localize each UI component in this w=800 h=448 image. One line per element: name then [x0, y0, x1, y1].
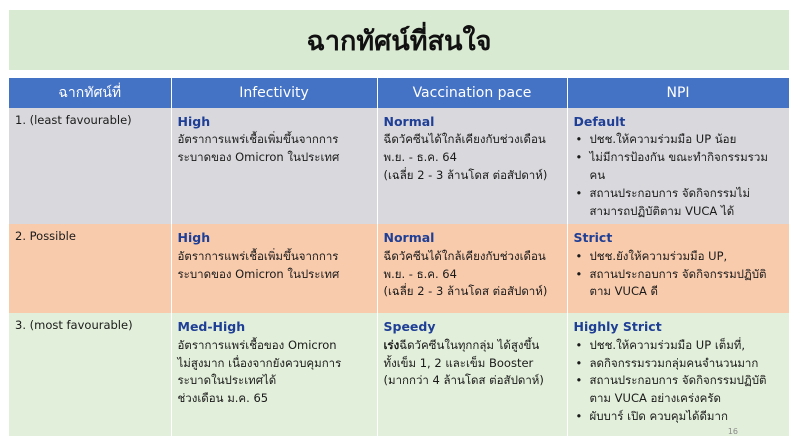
npi-level: Default — [573, 114, 626, 129]
npi-level: Highly Strict — [573, 319, 662, 335]
scenario-name: 1. (least favourable) — [9, 108, 171, 224]
table-row — [9, 313, 789, 436]
infectivity-level: High — [177, 230, 211, 246]
vaccination-cell — [377, 224, 567, 313]
infectivity-desc: อัตราการแพร่เชื้อเพิ่มขึ้นจากการ ระบาดของ Omicron ในประเทศ — [177, 132, 340, 165]
vaccination-desc — [384, 337, 561, 390]
header-scenario: ฉากทัศน์ที่ — [9, 78, 171, 108]
npi-list — [574, 131, 783, 220]
list-item: • สถานประกอบการ จัดกิจกรรมปฏิบัติ ตาม VUCA อย่างเคร่งครัด — [588, 372, 783, 408]
scenario-name: 2. Possible — [9, 224, 171, 313]
vaccination-cell — [377, 108, 567, 224]
vaccination-level: Normal — [383, 230, 435, 246]
infectivity-desc: อัตราการแพร่เชื้อของ Omicron ไม่สูงมาก เนื่องจากยังควบคุมการ ระบาดในประเทศได้ ช่วงเดือน ม.ค. 65 — [177, 337, 342, 406]
vaccination-cell — [377, 313, 567, 436]
list-item: • ปชช.ให้ความร่วมมือ UP เต็มที่, — [588, 337, 783, 355]
list-item: • ลดกิจกรรมรวมกลุ่มคนจำนวนมาก — [588, 355, 783, 373]
infectivity-desc: อัตราการแพร่เชื้อเพิ่มขึ้นจากการ ระบาดของ Omicron ในประเทศ — [177, 248, 340, 281]
npi-list — [574, 337, 783, 426]
npi-cell — [567, 224, 789, 313]
list-item: • ปชช.ให้ความร่วมมือ UP น้อย — [588, 131, 783, 149]
list-item: • ไม่มีการป้องกัน ขณะทำกิจกรรมรวมคน — [588, 149, 783, 185]
vaccination-desc-text: ฉีดวัคซีนในทุกกลุ่ม ได้สูงขึ้น ทั้งเข็ม 1, 2 และเข็ม Booster (มากกว่า 4 ล้านโดส ต่อสัปดาห์) — [383, 337, 544, 388]
table-row — [9, 108, 789, 224]
vaccination-level: Normal — [383, 114, 435, 129]
header-infectivity: Infectivity — [171, 78, 377, 108]
scenario-table — [9, 78, 790, 436]
npi-cell — [567, 108, 789, 224]
page-title: ฉากทัศน์ที่สนใจ — [306, 25, 492, 57]
vaccination-lead: เร่ง — [383, 337, 400, 352]
table-row — [9, 224, 789, 313]
scenario-name: 3. (most favourable) — [9, 313, 171, 436]
infectivity-cell — [171, 313, 377, 436]
infectivity-cell — [171, 224, 377, 313]
npi-cell — [567, 313, 789, 436]
title-banner — [9, 10, 789, 70]
header-npi: NPI — [567, 78, 789, 108]
list-item: • สถานประกอบการ จัดกิจกรรมไม่ สามารถปฏิบัติตาม VUCA ได้ — [588, 185, 783, 221]
npi-level: Strict — [573, 230, 613, 246]
npi-list — [574, 248, 783, 301]
infectivity-cell — [171, 108, 377, 224]
page-number: 16 — [727, 427, 738, 436]
list-item: • ผับบาร์ เปิด ควบคุมได้ดีมาก — [588, 408, 783, 426]
list-item: • ปชช.ยังให้ความร่วมมือ UP, — [588, 248, 783, 266]
list-item: • สถานประกอบการ จัดกิจกรรมปฏิบัติ ตาม VUCA ดี — [588, 266, 783, 302]
vaccination-level: Speedy — [383, 319, 436, 335]
infectivity-level: Med-High — [177, 319, 246, 335]
header-vaccination-pace: Vaccination pace — [377, 78, 567, 108]
vaccination-desc: ฉีดวัคซีนได้ใกล้เคียงกับช่วงเดือน พ.ย. - ธ.ค. 64 (เฉลี่ย 2 - 3 ล้านโดส ต่อสัปดาห์) — [383, 132, 548, 182]
vaccination-desc: ฉีดวัคซีนได้ใกล้เคียงกับช่วงเดือน พ.ย. - ธ.ค. 64 (เฉลี่ย 2 - 3 ล้านโดส ต่อสัปดาห์) — [383, 248, 548, 299]
table-header-row — [9, 78, 789, 108]
infectivity-level: High — [177, 114, 211, 129]
